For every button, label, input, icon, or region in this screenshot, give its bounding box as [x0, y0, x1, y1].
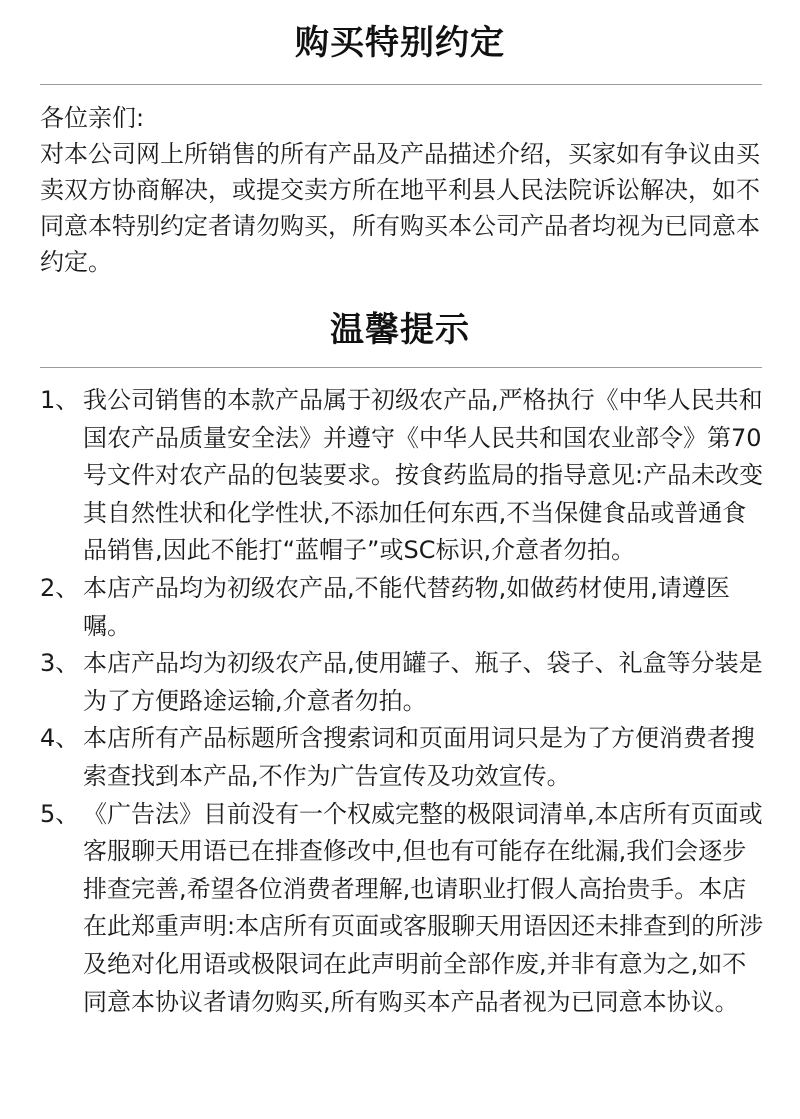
greeting-text: 各位亲们: — [40, 104, 145, 132]
tips-list — [40, 382, 764, 1021]
tip-item-2 — [40, 570, 764, 645]
tip-text: 本店所有产品标题所含搜索词和页面用词只是为了方便消费者搜索查找到本产品,不作为广告宣传及功效宣传。 — [83, 724, 755, 790]
tip-text: 本店产品均为初级农产品,使用罐子、瓶子、袋子、礼盒等分装是为了方便路途运输,介意者勿拍。 — [83, 649, 763, 715]
tip-item-3 — [40, 645, 764, 720]
tip-number: 4、 — [40, 724, 80, 753]
tip-number: 1、 — [40, 386, 80, 414]
agreement-notice — [40, 100, 764, 280]
tip-number: 3、 — [40, 649, 80, 678]
title-divider — [40, 84, 762, 85]
tips-divider — [40, 367, 762, 368]
tip-item-5 — [40, 796, 764, 1022]
agreement-title: 购买特别约定 — [295, 23, 505, 63]
tip-number: 2、 — [40, 573, 80, 602]
tip-text: 本店产品均为初级农产品,不能代替药物,如做药材使用,请遵医嘱。 — [83, 573, 730, 640]
tip-item-4 — [40, 720, 764, 795]
tips-title: 温馨提示 — [330, 310, 470, 350]
tip-text: 我公司销售的本款产品属于初级农产品,严格执行《中华人民共和国农产品质量安全法》并遵守《中华人民共和国农业部令》第70号文件对农产品的包装要求。按食药监局的指导意见:产品未改变其自然性状和化学性状,不添加任何东西,不当保健食品或普通食品销售,因此不能打“蓝帽子”或SC标识,介意者勿拍。 — [83, 386, 764, 565]
tip-item-1 — [40, 382, 764, 570]
tip-text: 《广告法》目前没有一个权威完整的极限词清单,本店所有页面或客服聊天用语已在排查修改中,但也有可能存在纰漏,我们会逐步排查完善,希望各位消费者理解,也请职业打假人高抬贵手。本店在此郑重声明:本店所有页面或客服聊天用语因还未排查到的所涉及绝对化用语或极限词在此声明前全部作废,并非有意为之,如不同意本协议者请勿购买,所有购买本产品者视为已同意本协议。 — [83, 799, 764, 1016]
agreement-body-text: 对本公司网上所销售的所有产品及产品描述介绍，买家如有争议由买卖双方协商解决，或提交卖方所在地平利县人民法院诉讼解决，如不同意本特别约定者请勿购买，所有购买本公司产品者均视为已同意本约定。 — [40, 140, 760, 276]
tip-number: 5、 — [40, 799, 80, 828]
